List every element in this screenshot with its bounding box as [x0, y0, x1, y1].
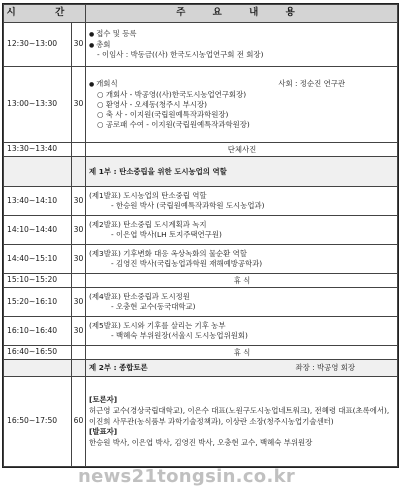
presentation-title: (제5발표) 도시와 기후를 살리는 기후 농부 — [89, 321, 226, 331]
table-row — [4, 143, 398, 157]
opening-ceremony-heading — [89, 79, 395, 89]
time-header: 시 간 — [4, 5, 86, 23]
content-cell — [86, 288, 398, 317]
time-cell: 13:30~13:40 — [4, 143, 72, 157]
time-cell: 13:00~13:30 — [4, 67, 72, 143]
group-photo-cell: 단체사진 — [86, 143, 398, 157]
presentation-title: (제1발표) 도시농업의 탄소중립 역할 — [89, 191, 207, 201]
presenter: - 오충현 교수(동국대학교) — [111, 302, 196, 311]
table-row — [4, 346, 398, 360]
time-cell: 14:40~15:10 — [4, 245, 72, 274]
presentation-title: (제2발표) 탄소중립 도시계획과 녹지 — [89, 220, 207, 230]
duration-cell: 60 — [72, 377, 86, 467]
presenters-text: 한승원 박사, 이은엽 박사, 김영진 박사, 오충현 교수, 백혜숙 부위원장 — [89, 438, 313, 448]
presenter: - 이은엽 박사(LH 토지주택연구원) — [111, 230, 222, 239]
content-cell — [86, 360, 398, 377]
table-row — [4, 67, 398, 143]
content-cell — [86, 377, 398, 467]
general-meeting-item: ● 총회 — [89, 40, 395, 50]
time-cell: 16:40~16:50 — [4, 346, 72, 360]
presenters-label: [발표자] — [89, 427, 118, 437]
time-cell: 16:10~16:40 — [4, 317, 72, 346]
content-header: 주 요 내 용 — [86, 5, 398, 23]
time-cell — [4, 157, 72, 187]
table-row — [4, 216, 398, 245]
duration-cell: 30 — [72, 216, 86, 245]
watermark: news21tongsin.co.kr — [78, 466, 296, 487]
chair-label: 좌장 : 박공영 회장 — [295, 363, 355, 372]
duration-cell — [72, 360, 86, 377]
time-cell: 15:20~16:10 — [4, 288, 72, 317]
duration-cell — [72, 274, 86, 288]
duration-cell: 30 — [72, 245, 86, 274]
time-cell — [4, 360, 72, 377]
content-cell — [86, 23, 398, 67]
opening-address-item: ○ 개회사 - 박공영((사)한국도시농업연구회장) — [89, 90, 395, 100]
registration-item: ● 접수 및 등록 — [89, 29, 395, 39]
content-cell — [86, 187, 398, 216]
presenter: - 김영진 박사(국립농업과학원 재해예방공학과) — [111, 259, 263, 268]
welcome-address-item: ○ 환영사 - 오세동(청주시 부시장) — [89, 100, 395, 110]
program-schedule — [2, 3, 399, 468]
presentation-title: (제3발표) 기후변화 대응 옥상녹화의 물순환 역할 — [89, 249, 247, 259]
time-cell: 14:10~14:40 — [4, 216, 72, 245]
moderator-label: 사회 : 정순진 연구관 — [278, 79, 345, 89]
content-cell — [86, 245, 398, 274]
table-row — [4, 245, 398, 274]
break-cell: 휴 식 — [86, 274, 398, 288]
duration-cell: 30 — [72, 187, 86, 216]
congratulatory-address-item: ○ 축 사 - 이지원(국립원예특작과학원장) — [89, 110, 395, 120]
table-row — [4, 23, 398, 67]
presenter: - 한승원 박사 (국립원예특작과학원 도시농업과) — [111, 201, 265, 210]
discussants-text: 허근영 교수(경상국립대학교), 이은수 대표(노원구도시농업네트워크), 전혜령 대표(초록에서), 이진희 사무관(농식품부 과학기술정책과), 이상란 소장(청주시농업기술센터) — [89, 405, 390, 426]
content-cell — [86, 317, 398, 346]
duration-cell — [72, 143, 86, 157]
presenter: - 백혜숙 부위원장(서울시 도시농업위원회) — [111, 331, 248, 340]
farewell-speech-item: - 이임사 : 박동금((사) 한국도시농업연구회 전 회장) — [97, 49, 264, 59]
part2-title: 제 2부 : 종합토론 — [89, 363, 148, 372]
duration-cell: 30 — [72, 67, 86, 143]
presentation-title: (제4발표) 탄소중립과 도시정원 — [89, 292, 190, 302]
duration-cell: 30 — [72, 317, 86, 346]
time-cell: 16:50~17:50 — [4, 377, 72, 467]
part1-title: 제 1부 : 탄소중립을 위한 도시농업의 역할 — [86, 157, 398, 187]
content-cell — [86, 216, 398, 245]
part2-heading — [89, 363, 395, 373]
duration-cell: 30 — [72, 288, 86, 317]
section-row — [4, 360, 398, 377]
table-row — [4, 317, 398, 346]
table-row — [4, 288, 398, 317]
schedule-table — [3, 4, 398, 467]
duration-cell — [72, 157, 86, 187]
discussants-label: [토론자] — [89, 394, 118, 404]
time-cell: 12:30~13:00 — [4, 23, 72, 67]
table-row — [4, 377, 398, 467]
time-cell: 13:40~14:10 — [4, 187, 72, 216]
award-item: ○ 공로패 수여 - 이지원(국립원예특작과학원장) — [89, 120, 395, 130]
table-row — [4, 187, 398, 216]
table-row — [4, 274, 398, 288]
duration-cell — [72, 346, 86, 360]
opening-ceremony-label: ● 개회식 — [89, 79, 118, 89]
table-header — [4, 5, 398, 23]
section-row — [4, 157, 398, 187]
break-cell: 휴 식 — [86, 346, 398, 360]
duration-cell: 30 — [72, 23, 86, 67]
time-cell: 15:10~15:20 — [4, 274, 72, 288]
content-cell — [86, 67, 398, 143]
